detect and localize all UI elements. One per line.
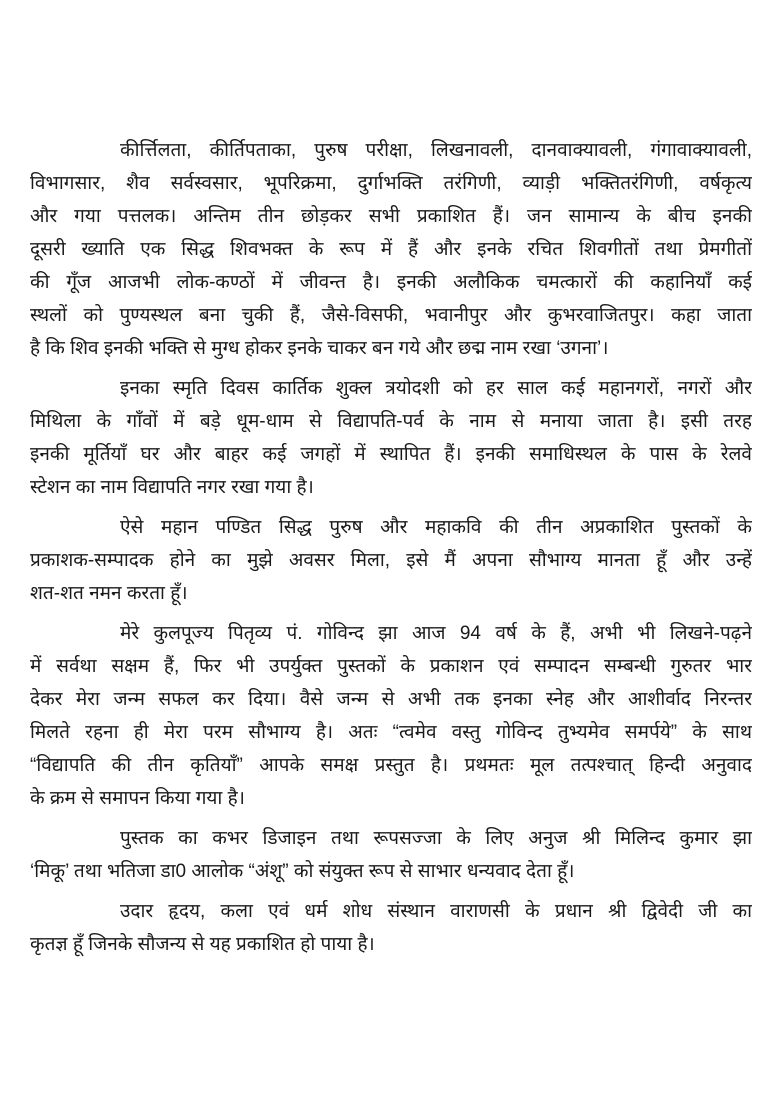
text-line: दूसरी ख्याति एक सिद्ध शिवभक्त के रूप में हैं और इनके रचित शिवगीतों तथा प्रेमगीतों [30, 239, 752, 260]
paragraph [30, 895, 752, 961]
text-line: ऐसे महान पण्डित सिद्ध पुरुष और महाकवि की तीन अप्रकाशित पुस्तकों के [120, 517, 752, 538]
text-line: प्रकाशक-सम्पादक होने का मुझे अवसर मिला, इसे मैं अपना सौभाग्य मानता हूँ और उन्हें [30, 550, 752, 571]
text-line: पुस्तक का कभर डिजाइन तथा रूपसज्जा के लिए अनुज श्री मिलिन्द कुमार झा [120, 828, 752, 849]
text-line: शत-शत नमन करता हूँ। [30, 583, 188, 604]
text-line: इनकी मूर्तियाँ घर और बाहर कई जगहों में स्थापित हैं। इनकी समाधिस्थल के पास के रेलवे [30, 444, 752, 465]
text-line: की गूँज आजभी लोक-कण्ठों में जीवन्त है। इनकी अलौकिक चमत्कारों की कहानियाँ कई [30, 272, 752, 293]
text-line: में सर्वथा सक्षम हैं, फिर भी उपर्युक्त पुस्तकों के प्रकाशन एवं सम्पादन सम्बन्धी गुरुतर भार [30, 656, 752, 677]
paragraph [30, 372, 752, 504]
paragraph [30, 511, 752, 610]
text-line: मेरे कुलपूज्य पितृव्य पं. गोविन्द झा आज 94 वर्ष के हैं, अभी भी लिखने-पढ़ने [120, 623, 752, 644]
text-line: ‘मिकू’ तथा भतिजा डा0 आलोक “अंशू” को संयुक्त रूप से साभार धन्यवाद देता हूँ। [30, 861, 575, 882]
text-line: के क्रम से समापन किया गया है। [30, 788, 245, 809]
text-line: देकर मेरा जन्म सफल कर दिया। वैसे जन्म से अभी तक इनका स्नेह और आशीर्वाद निरन्तर [30, 689, 752, 710]
text-line: मिलते रहना ही मेरा परम सौभाग्य है। अतः “त्वमेव वस्तु गोविन्द तुभ्यमेव समर्पये” के साथ [30, 722, 752, 743]
paragraph [30, 617, 752, 815]
text-line: कृतज्ञ हूँ जिनके सौजन्य से यह प्रकाशित हो पाया है। [30, 934, 375, 955]
paragraph [30, 134, 752, 365]
text-line: “विद्यापति की तीन कृतियाँ” आपके समक्ष प्रस्तुत है। प्रथमतः मूल तत्पश्चात् हिन्दी अनुवाद [30, 755, 752, 776]
text-line: मिथिला के गाँवों में बड़े धूम-धाम से विद्यापति-पर्व के नाम से मनाया जाता है। इसी तरह [30, 411, 752, 432]
text-line: स्थलों को पुण्यस्थल बना चुकी हैं, जैसे-विसफी, भवानीपुर और कुभरवाजितपुर। कहा जाता [30, 305, 752, 326]
text-line: और गया पत्तलक। अन्तिम तीन छोड़कर सभी प्रकाशित हैं। जन सामान्य के बीच इनकी [30, 206, 752, 227]
document-page [30, 134, 752, 968]
paragraph [30, 822, 752, 888]
text-line: है कि शिव इनकी भक्ति से मुग्ध होकर इनके चाकर बन गये और छद्म नाम रखा ‘उगना’। [30, 338, 609, 359]
text-line: विभागसार, शैव सर्वस्वसार, भूपरिक्रमा, दुर्गाभक्ति तरंगिणी, व्याड़ी भक्तितरंगिणी, वर्षकृत्य [30, 173, 752, 194]
text-line: उदार हृदय, कला एवं धर्म शोध संस्थान वाराणसी के प्रधान श्री द्विवेदी जी का [120, 901, 752, 922]
text-line: इनका स्मृति दिवस कार्तिक शुक्ल त्रयोदशी को हर साल कई महानगरों, नगरों और [120, 378, 752, 399]
text-line: स्टेशन का नाम विद्यापति नगर रखा गया है। [30, 477, 314, 498]
text-line: कीर्त्तिलता, कीर्तिपताका, पुरुष परीक्षा, लिखनावली, दानवाक्यावली, गंगावाक्यावली, [120, 140, 752, 161]
